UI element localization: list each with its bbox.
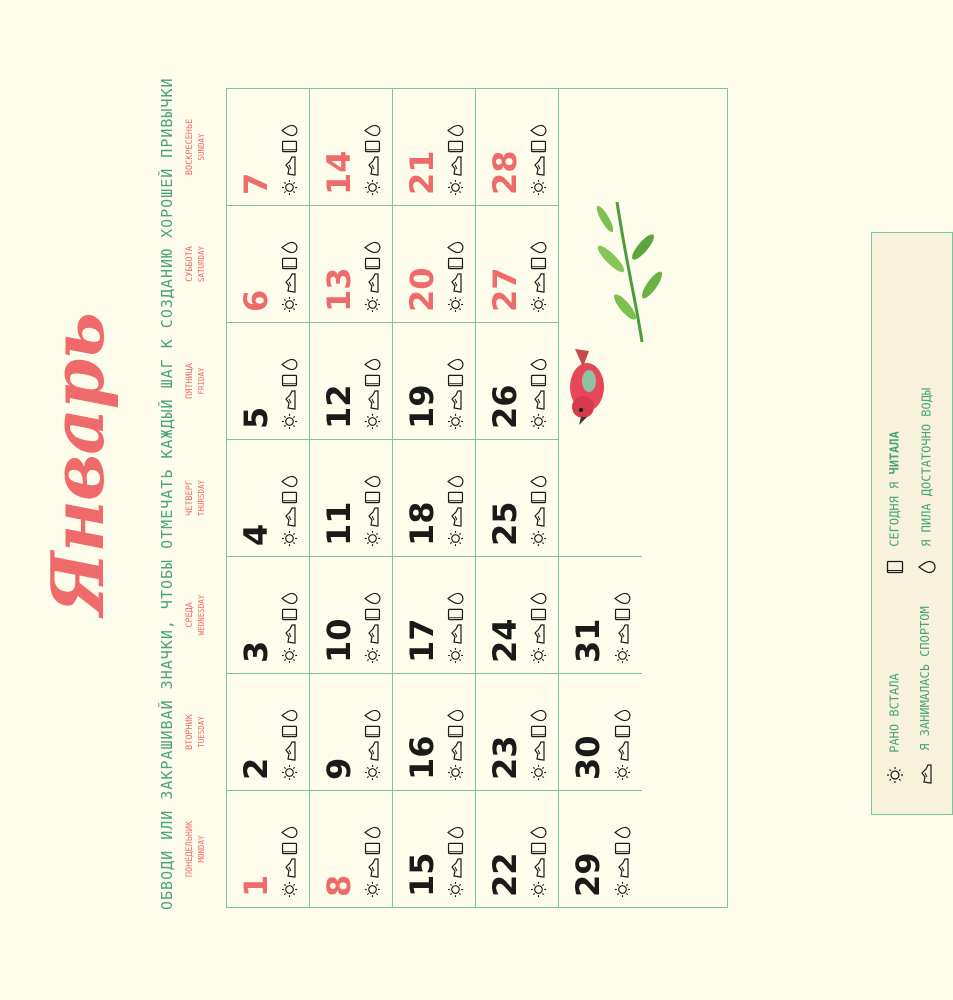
habit-icons [364, 358, 386, 430]
legend-exercised-text: Я ЗАНИМАЛАСЬ СПОРТОМ [918, 606, 932, 751]
day-number: 9 [320, 757, 358, 780]
weekday-header [185, 439, 207, 557]
sneaker-icon[interactable] [532, 741, 551, 761]
sun-icon[interactable] [281, 413, 303, 430]
legend-read [886, 431, 904, 574]
day-number: 4 [237, 523, 275, 546]
day-number: 28 [486, 150, 524, 195]
habit-icons [530, 826, 552, 898]
day-number: 10 [320, 618, 358, 663]
weekday-name-ru: ПЯТНИЦА [185, 363, 195, 399]
sun-icon[interactable] [447, 413, 469, 430]
habit-icons [281, 124, 303, 196]
water-drop-icon[interactable] [281, 826, 303, 839]
day-number: 26 [486, 384, 524, 429]
weekday-header [185, 88, 207, 206]
habit-icons [447, 826, 469, 898]
book-icon[interactable] [530, 608, 552, 621]
water-drop-icon[interactable] [364, 475, 386, 488]
book-icon[interactable] [364, 608, 386, 621]
habit-icons [447, 241, 469, 313]
sneaker-icon[interactable] [449, 273, 468, 293]
habit-icons [530, 592, 552, 664]
habit-icons [447, 124, 469, 196]
day-cell [476, 205, 559, 322]
sneaker-icon[interactable] [532, 156, 551, 176]
weekday-header [185, 322, 207, 440]
day-cell [559, 673, 642, 790]
day-cell [393, 205, 476, 322]
water-drop-icon[interactable] [447, 709, 469, 722]
water-drop-icon[interactable] [281, 241, 303, 254]
weekday-header [185, 673, 207, 791]
water-drop-icon[interactable] [530, 709, 552, 722]
weekday-name-ru: ПОНЕДЕЛЬНИК [185, 820, 195, 878]
sun-icon[interactable] [530, 881, 552, 898]
water-drop-icon[interactable] [614, 592, 636, 605]
day-cell [227, 88, 310, 205]
day-cell [227, 790, 310, 907]
sun-icon[interactable] [447, 881, 469, 898]
water-drop-icon[interactable] [614, 709, 636, 722]
legend-water-text: Я ПИЛА ДОСТАТОЧНО ВОДЫ [919, 387, 934, 547]
legend-read-bold: ЧИТАЛА [887, 431, 902, 475]
sun-icon[interactable] [614, 647, 636, 664]
day-cell [227, 322, 310, 439]
weekday-name-ru: СРЕДА [185, 602, 195, 628]
habit-icons [530, 475, 552, 547]
book-icon[interactable] [614, 608, 636, 621]
day-number: 1 [237, 874, 275, 897]
sun-icon[interactable] [281, 647, 303, 664]
habit-icons [447, 709, 469, 781]
sun-icon[interactable] [447, 647, 469, 664]
book-icon[interactable] [281, 257, 303, 270]
water-drop-icon[interactable] [530, 826, 552, 839]
sun-icon[interactable] [281, 179, 303, 196]
day-number: 3 [237, 640, 275, 663]
water-drop-icon[interactable] [281, 124, 303, 137]
day-cell [310, 322, 393, 439]
day-number: 23 [486, 735, 524, 780]
water-drop-icon[interactable] [364, 241, 386, 254]
sun-icon[interactable] [614, 881, 636, 898]
sun-icon[interactable] [530, 296, 552, 313]
sun-icon[interactable] [364, 530, 386, 547]
book-icon[interactable] [614, 842, 636, 855]
day-number: 11 [320, 501, 358, 546]
day-cell [476, 439, 559, 556]
sneaker-icon[interactable] [449, 741, 468, 761]
sneaker-icon[interactable] [449, 858, 468, 878]
day-number: 6 [237, 289, 275, 312]
legend-woke-early-text: РАНО ВСТАЛА [887, 673, 902, 753]
sun-icon [886, 766, 904, 784]
sun-icon[interactable] [364, 179, 386, 196]
day-number: 14 [320, 150, 358, 195]
habit-icons [281, 358, 303, 430]
sneaker-icon[interactable] [283, 156, 302, 176]
sneaker-icon[interactable] [283, 741, 302, 761]
sun-icon[interactable] [281, 296, 303, 313]
weekday-name-en: FRIDAY [197, 367, 206, 395]
sneaker-icon[interactable] [366, 390, 385, 410]
sneaker-icon[interactable] [283, 624, 302, 644]
day-cell [393, 439, 476, 556]
sun-icon[interactable] [364, 881, 386, 898]
sneaker-icon[interactable] [366, 741, 385, 761]
water-drop-icon[interactable] [281, 592, 303, 605]
day-number: 18 [403, 501, 441, 546]
day-cell [310, 673, 393, 790]
day-cell [310, 88, 393, 205]
book-icon[interactable] [281, 374, 303, 387]
habit-icons [530, 709, 552, 781]
sun-icon[interactable] [281, 530, 303, 547]
day-cell [476, 322, 559, 439]
sneaker-icon[interactable] [532, 390, 551, 410]
day-cell [476, 556, 559, 673]
legend-read-text: СЕГОДНЯ Я [887, 474, 902, 547]
habit-icons [364, 592, 386, 664]
day-cell [310, 439, 393, 556]
habit-icons [281, 475, 303, 547]
book-icon[interactable] [447, 374, 469, 387]
weekday-header [185, 205, 207, 323]
sneaker-icon[interactable] [366, 273, 385, 293]
water-drop-icon[interactable] [447, 124, 469, 137]
day-cell [310, 205, 393, 322]
legend-box [871, 232, 953, 815]
sun-icon[interactable] [530, 764, 552, 781]
book-icon[interactable] [364, 140, 386, 153]
sneaker-icon [919, 764, 933, 784]
weekday-name-en: SATURDAY [197, 245, 206, 283]
day-cell [476, 673, 559, 790]
sneaker-icon[interactable] [366, 507, 385, 527]
weekday-header [185, 790, 207, 908]
day-cell [393, 673, 476, 790]
day-number: 30 [569, 735, 607, 780]
day-number: 31 [569, 618, 607, 663]
day-number: 29 [569, 852, 607, 897]
weekday-name-ru: ЧЕТВЕРГ [185, 480, 195, 516]
weekday-name-en: THURSDAY [197, 479, 206, 517]
habit-icons [447, 592, 469, 664]
day-cell [310, 556, 393, 673]
day-cell [393, 322, 476, 439]
book-icon[interactable] [530, 725, 552, 738]
book-icon[interactable] [281, 491, 303, 504]
book-icon[interactable] [281, 140, 303, 153]
day-number: 5 [237, 406, 275, 429]
habit-icons [364, 709, 386, 781]
sneaker-icon[interactable] [449, 624, 468, 644]
day-cell [559, 556, 642, 673]
book-icon[interactable] [447, 491, 469, 504]
day-number: 20 [403, 267, 441, 312]
book-icon[interactable] [281, 608, 303, 621]
day-number: 15 [403, 852, 441, 897]
legend-exercised [918, 606, 933, 784]
book-icon[interactable] [530, 257, 552, 270]
water-drop-icon[interactable] [364, 709, 386, 722]
habit-icons [447, 475, 469, 547]
sun-icon[interactable] [364, 764, 386, 781]
water-drop-icon[interactable] [447, 592, 469, 605]
book-icon[interactable] [364, 491, 386, 504]
book-icon[interactable] [447, 842, 469, 855]
leaf-branch-illustration [587, 197, 677, 347]
water-drop-icon[interactable] [281, 709, 303, 722]
book-icon[interactable] [530, 842, 552, 855]
habit-icons [614, 826, 636, 898]
book-icon[interactable] [614, 725, 636, 738]
bird-illustration [557, 347, 617, 437]
day-cell [559, 790, 642, 907]
water-drop-icon[interactable] [364, 592, 386, 605]
sneaker-icon[interactable] [283, 390, 302, 410]
habit-icons [530, 358, 552, 430]
weekday-name-ru: ВТОРНИК [185, 714, 195, 750]
day-number: 17 [403, 618, 441, 663]
day-cell [476, 88, 559, 205]
day-number: 27 [486, 267, 524, 312]
book-icon[interactable] [530, 491, 552, 504]
sneaker-icon[interactable] [532, 858, 551, 878]
water-drop-icon[interactable] [281, 358, 303, 371]
sneaker-icon[interactable] [449, 390, 468, 410]
book-icon[interactable] [364, 374, 386, 387]
water-drop-icon[interactable] [530, 592, 552, 605]
water-drop-icon[interactable] [447, 241, 469, 254]
habit-icons [281, 592, 303, 664]
day-cell [393, 88, 476, 205]
weekday-name-en: SUNDAY [197, 133, 206, 161]
day-cell [310, 790, 393, 907]
habit-icons [281, 241, 303, 313]
sneaker-icon[interactable] [283, 858, 302, 878]
sneaker-icon[interactable] [532, 507, 551, 527]
water-drop-icon[interactable] [447, 826, 469, 839]
sun-icon[interactable] [614, 764, 636, 781]
water-drop-icon[interactable] [364, 358, 386, 371]
book-icon[interactable] [530, 374, 552, 387]
habit-icons [364, 124, 386, 196]
sneaker-icon[interactable] [283, 507, 302, 527]
weekday-name-en: MONDAY [197, 835, 206, 863]
sneaker-icon[interactable] [532, 624, 551, 644]
day-number: 16 [403, 735, 441, 780]
day-cell [227, 205, 310, 322]
weekday-name-ru: СУББОТА [185, 246, 195, 282]
water-drop-icon[interactable] [530, 475, 552, 488]
weekday-header [185, 556, 207, 674]
sun-icon[interactable] [530, 647, 552, 664]
day-cell [227, 439, 310, 556]
book-icon[interactable] [364, 725, 386, 738]
book-icon[interactable] [364, 257, 386, 270]
day-cell [227, 556, 310, 673]
day-cell [393, 790, 476, 907]
sun-icon[interactable] [447, 530, 469, 547]
habit-icons [530, 124, 552, 196]
sneaker-icon[interactable] [532, 273, 551, 293]
habit-icons [364, 241, 386, 313]
book-icon [886, 560, 904, 574]
book-icon[interactable] [447, 608, 469, 621]
habit-icons [281, 709, 303, 781]
sneaker-icon[interactable] [616, 858, 635, 878]
sneaker-icon[interactable] [283, 273, 302, 293]
habit-icons [364, 475, 386, 547]
weekday-name-en: TUESDAY [197, 716, 206, 748]
book-icon[interactable] [364, 842, 386, 855]
day-number: 22 [486, 852, 524, 897]
water-drop-icon [918, 560, 936, 574]
water-drop-icon[interactable] [447, 358, 469, 371]
water-drop-icon[interactable] [364, 826, 386, 839]
book-icon[interactable] [447, 140, 469, 153]
day-number: 24 [486, 618, 524, 663]
water-drop-icon[interactable] [530, 241, 552, 254]
weekday-name-ru: ВОСКРЕСЕНЬЕ [185, 118, 195, 176]
sneaker-icon[interactable] [616, 624, 635, 644]
water-drop-icon[interactable] [530, 358, 552, 371]
water-drop-icon[interactable] [447, 475, 469, 488]
habit-icons [281, 826, 303, 898]
sun-icon[interactable] [364, 413, 386, 430]
sneaker-icon[interactable] [366, 858, 385, 878]
water-drop-icon[interactable] [364, 124, 386, 137]
page-title: Январь [35, 313, 120, 615]
sun-icon[interactable] [447, 296, 469, 313]
day-number: 7 [237, 172, 275, 195]
sneaker-icon[interactable] [366, 156, 385, 176]
day-number: 25 [486, 501, 524, 546]
sun-icon[interactable] [447, 764, 469, 781]
day-number: 8 [320, 874, 358, 897]
sneaker-icon[interactable] [616, 741, 635, 761]
book-icon[interactable] [530, 140, 552, 153]
day-number: 19 [403, 384, 441, 429]
habit-icons [614, 592, 636, 664]
day-number: 2 [237, 757, 275, 780]
legend-woke-early [886, 673, 904, 784]
book-icon[interactable] [281, 842, 303, 855]
sun-icon[interactable] [447, 179, 469, 196]
water-drop-icon[interactable] [530, 124, 552, 137]
sun-icon[interactable] [281, 764, 303, 781]
habit-icons [530, 241, 552, 313]
legend-water [918, 388, 936, 574]
day-number: 13 [320, 267, 358, 312]
sun-icon[interactable] [530, 530, 552, 547]
water-drop-icon[interactable] [614, 826, 636, 839]
day-cell [476, 790, 559, 907]
book-icon[interactable] [447, 257, 469, 270]
sun-icon[interactable] [364, 296, 386, 313]
day-cell [393, 556, 476, 673]
sun-icon[interactable] [364, 647, 386, 664]
book-icon[interactable] [447, 725, 469, 738]
habit-icons [447, 358, 469, 430]
sneaker-icon[interactable] [449, 507, 468, 527]
sneaker-icon[interactable] [366, 624, 385, 644]
sun-icon[interactable] [530, 413, 552, 430]
water-drop-icon[interactable] [281, 475, 303, 488]
habit-icons [614, 709, 636, 781]
habit-icons [364, 826, 386, 898]
day-number: 12 [320, 384, 358, 429]
day-number: 21 [403, 150, 441, 195]
sun-icon[interactable] [281, 881, 303, 898]
day-cell [227, 673, 310, 790]
book-icon[interactable] [281, 725, 303, 738]
weekday-name-en: WEDNESDAY [197, 594, 206, 636]
calendar-grid [226, 88, 934, 908]
sneaker-icon[interactable] [449, 156, 468, 176]
page-subtitle: ОБВОДИ ИЛИ ЗАКРАШИВАЙ ЗНАЧКИ, ЧТОБЫ ОТМЕЧАТЬ КАЖДЫЙ ШАГ К СОЗДАНИЮ ХОРОШЕЙ ПРИВЫЧКИ [158, 77, 176, 910]
sun-icon[interactable] [530, 179, 552, 196]
